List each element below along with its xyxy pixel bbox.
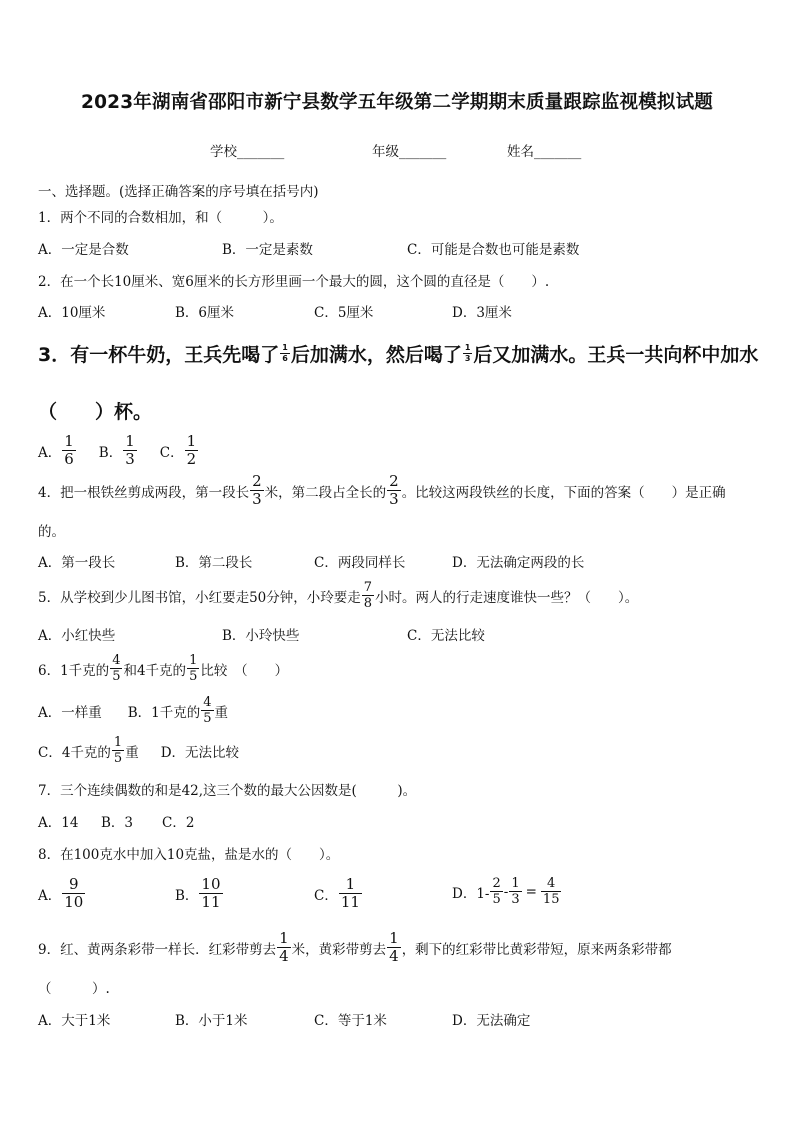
q3-line-2: （ ）杯。 — [38, 401, 153, 423]
page-title: 2023年湖南省邵阳市新宁县数学五年级第二学期期末质量跟踪监视模拟试题 — [81, 92, 713, 113]
q6-option-c-text-2: 重 — [125, 744, 139, 761]
q8-option-d-fraction-1: $\frac{2}{5}$ — [492, 876, 501, 907]
q8-option-c-fraction: $\frac{1}{11}$ — [340, 875, 360, 911]
q2-option-a: A．10厘米 — [38, 305, 106, 321]
q4-option-a: A．第一段长 — [38, 555, 116, 571]
q2-option-c: C．5厘米 — [314, 305, 374, 321]
question-8: 8．在100克水中加入10克盐，盐是水的（ ）。 — [38, 847, 340, 863]
q4-line-2: 的。 — [38, 524, 65, 540]
q7-option-c: C．2 — [162, 815, 195, 831]
q3-text-3: 后又加满水。王兵一共向杯中加水 — [473, 344, 759, 366]
q3-fraction-1: $\frac{1}{6}$ — [282, 343, 288, 363]
q4-fraction-1: $\frac{2}{3}$ — [252, 472, 262, 508]
q6-fraction-1: $\frac{4}{5}$ — [112, 653, 121, 684]
q7-option-b: B．3 — [101, 815, 134, 831]
q3-option-a: A． — [38, 444, 62, 461]
school-field: 学校_______ — [210, 144, 285, 160]
q5-text-2: 小时。两人的行走速度谁快一些？（ ）。 — [375, 589, 639, 606]
q8-option-b: B． — [175, 887, 199, 904]
question-1: 1．两个不同的合数相加，和（ ）。 — [38, 210, 283, 226]
q2-option-b: B．6厘米 — [175, 305, 235, 321]
q3-option-a-fraction: $\frac{1}{6}$ — [64, 432, 74, 468]
section-heading: 一、选择题。(选择正确答案的序号填在括号内) — [38, 184, 319, 200]
q9-option-b: B．小于1米 — [175, 1013, 248, 1029]
q9-fraction-2: $\frac{1}{4}$ — [389, 929, 399, 965]
grade-field: 年级_______ — [372, 144, 447, 160]
question-7: 7．三个连续偶数的和是42,这三个数的最大公因数是( )。 — [38, 783, 417, 799]
q9-option-d: D．无法确定 — [452, 1013, 531, 1029]
q6-option-b-text-1: B．1千克的 — [127, 704, 201, 721]
q8-option-b-row — [175, 877, 224, 910]
question-6 — [38, 654, 288, 683]
q8-option-c-row — [314, 877, 363, 910]
q3-fraction-2: $\frac{1}{3}$ — [464, 343, 471, 363]
q9-option-c: C．等于1米 — [314, 1013, 387, 1029]
q6-text-3: 比较 （ ） — [200, 662, 289, 679]
q5-option-b: B．小玲快些 — [222, 628, 300, 644]
q5-text-1: 5．从学校到少儿图书馆，小红要走50分钟，小玲要走 — [38, 589, 361, 606]
q2-option-d: D．3厘米 — [452, 305, 512, 321]
q9-text-2: 米，黄彩带剪去 — [291, 941, 387, 958]
question-9 — [38, 931, 672, 964]
q6-options-row-1 — [38, 696, 228, 725]
q6-option-a: A．一样重 — [38, 704, 102, 721]
q6-option-c-fraction: $\frac{1}{5}$ — [113, 735, 123, 766]
q1-option-b: B．一定是素数 — [222, 242, 313, 258]
q6-option-b-text-2: 重 — [214, 704, 229, 721]
q9-line-2: （ ）. — [38, 981, 110, 997]
q6-text-2: 和4千克的 — [123, 662, 187, 679]
q7-option-a: A．14 — [38, 815, 79, 831]
q9-fraction-1: $\frac{1}{4}$ — [279, 929, 289, 965]
q8-option-a-fraction: $\frac{9}{10}$ — [64, 875, 84, 911]
question-2: 2．在一个长10厘米、宽6厘米的长方形里画一个最大的圆，这个圆的直径是（ ）. — [38, 274, 550, 290]
q1-option-c: C．可能是合数也可能是素数 — [407, 242, 580, 258]
q8-option-d-equals: = — [525, 883, 537, 900]
q5-option-c: C．无法比较 — [407, 628, 485, 644]
q4-text-2: 米，第二段占全长的 — [264, 484, 387, 501]
q6-text-1: 6．1千克的 — [38, 662, 110, 679]
q3-option-c-fraction: $\frac{1}{2}$ — [186, 432, 197, 468]
q3-option-b: B． — [98, 444, 123, 461]
q4-option-b: B．第二段长 — [175, 555, 253, 571]
q4-fraction-2: $\frac{2}{3}$ — [389, 472, 399, 508]
q6-fraction-2: $\frac{1}{5}$ — [189, 653, 198, 684]
question-4 — [38, 474, 726, 507]
q6-options-row-2 — [38, 736, 239, 765]
q3-text-1: 3．有一杯牛奶，王兵先喝了 — [38, 344, 280, 366]
q1-option-a: A．一定是合数 — [38, 242, 129, 258]
q6-option-c-text-1: C．4千克的 — [38, 744, 111, 761]
q8-option-d-minus: - — [503, 883, 509, 900]
q3-option-c: C． — [159, 444, 184, 461]
q4-text-3: 。比较这两段铁丝的长度，下面的答案（ ）是正确 — [401, 484, 726, 501]
q6-option-b-fraction: $\frac{4}{5}$ — [203, 695, 212, 726]
q9-text-1: 9．红、黄两条彩带一样长．红彩带剪去 — [38, 941, 277, 958]
question-3 — [38, 340, 758, 367]
q8-option-d-fraction-3: $\frac{4}{15}$ — [542, 876, 560, 907]
q4-text-1: 4．把一根铁丝剪成两段，第一段长 — [38, 484, 250, 501]
q3-text-2: 后加满水，然后喝了 — [290, 344, 462, 366]
q8-option-a-row — [38, 877, 86, 910]
q3-options — [38, 434, 199, 467]
q3-option-b-fraction: $\frac{1}{3}$ — [125, 432, 135, 468]
q5-fraction: $\frac{7}{8}$ — [363, 580, 373, 611]
q9-text-3: ，剩下的红彩带比黄彩带短，原来两条彩带都 — [401, 941, 672, 958]
q8-option-d-row — [452, 877, 562, 906]
question-5 — [38, 581, 638, 610]
name-field: 姓名_______ — [507, 144, 582, 160]
q8-option-a: A． — [38, 887, 62, 904]
q6-option-d: D．无法比较 — [160, 744, 240, 761]
q8-option-c: C． — [314, 887, 338, 904]
q8-option-d-fraction-2: $\frac{1}{3}$ — [511, 876, 520, 907]
q5-option-a: A．小红快些 — [38, 628, 116, 644]
q9-option-a: A．大于1米 — [38, 1013, 111, 1029]
q4-option-c: C．两段同样长 — [314, 555, 406, 571]
q8-option-d: D．1- — [452, 885, 490, 902]
q4-option-d: D．无法确定两段的长 — [452, 555, 585, 571]
q8-option-b-fraction: $\frac{10}{11}$ — [201, 875, 221, 911]
